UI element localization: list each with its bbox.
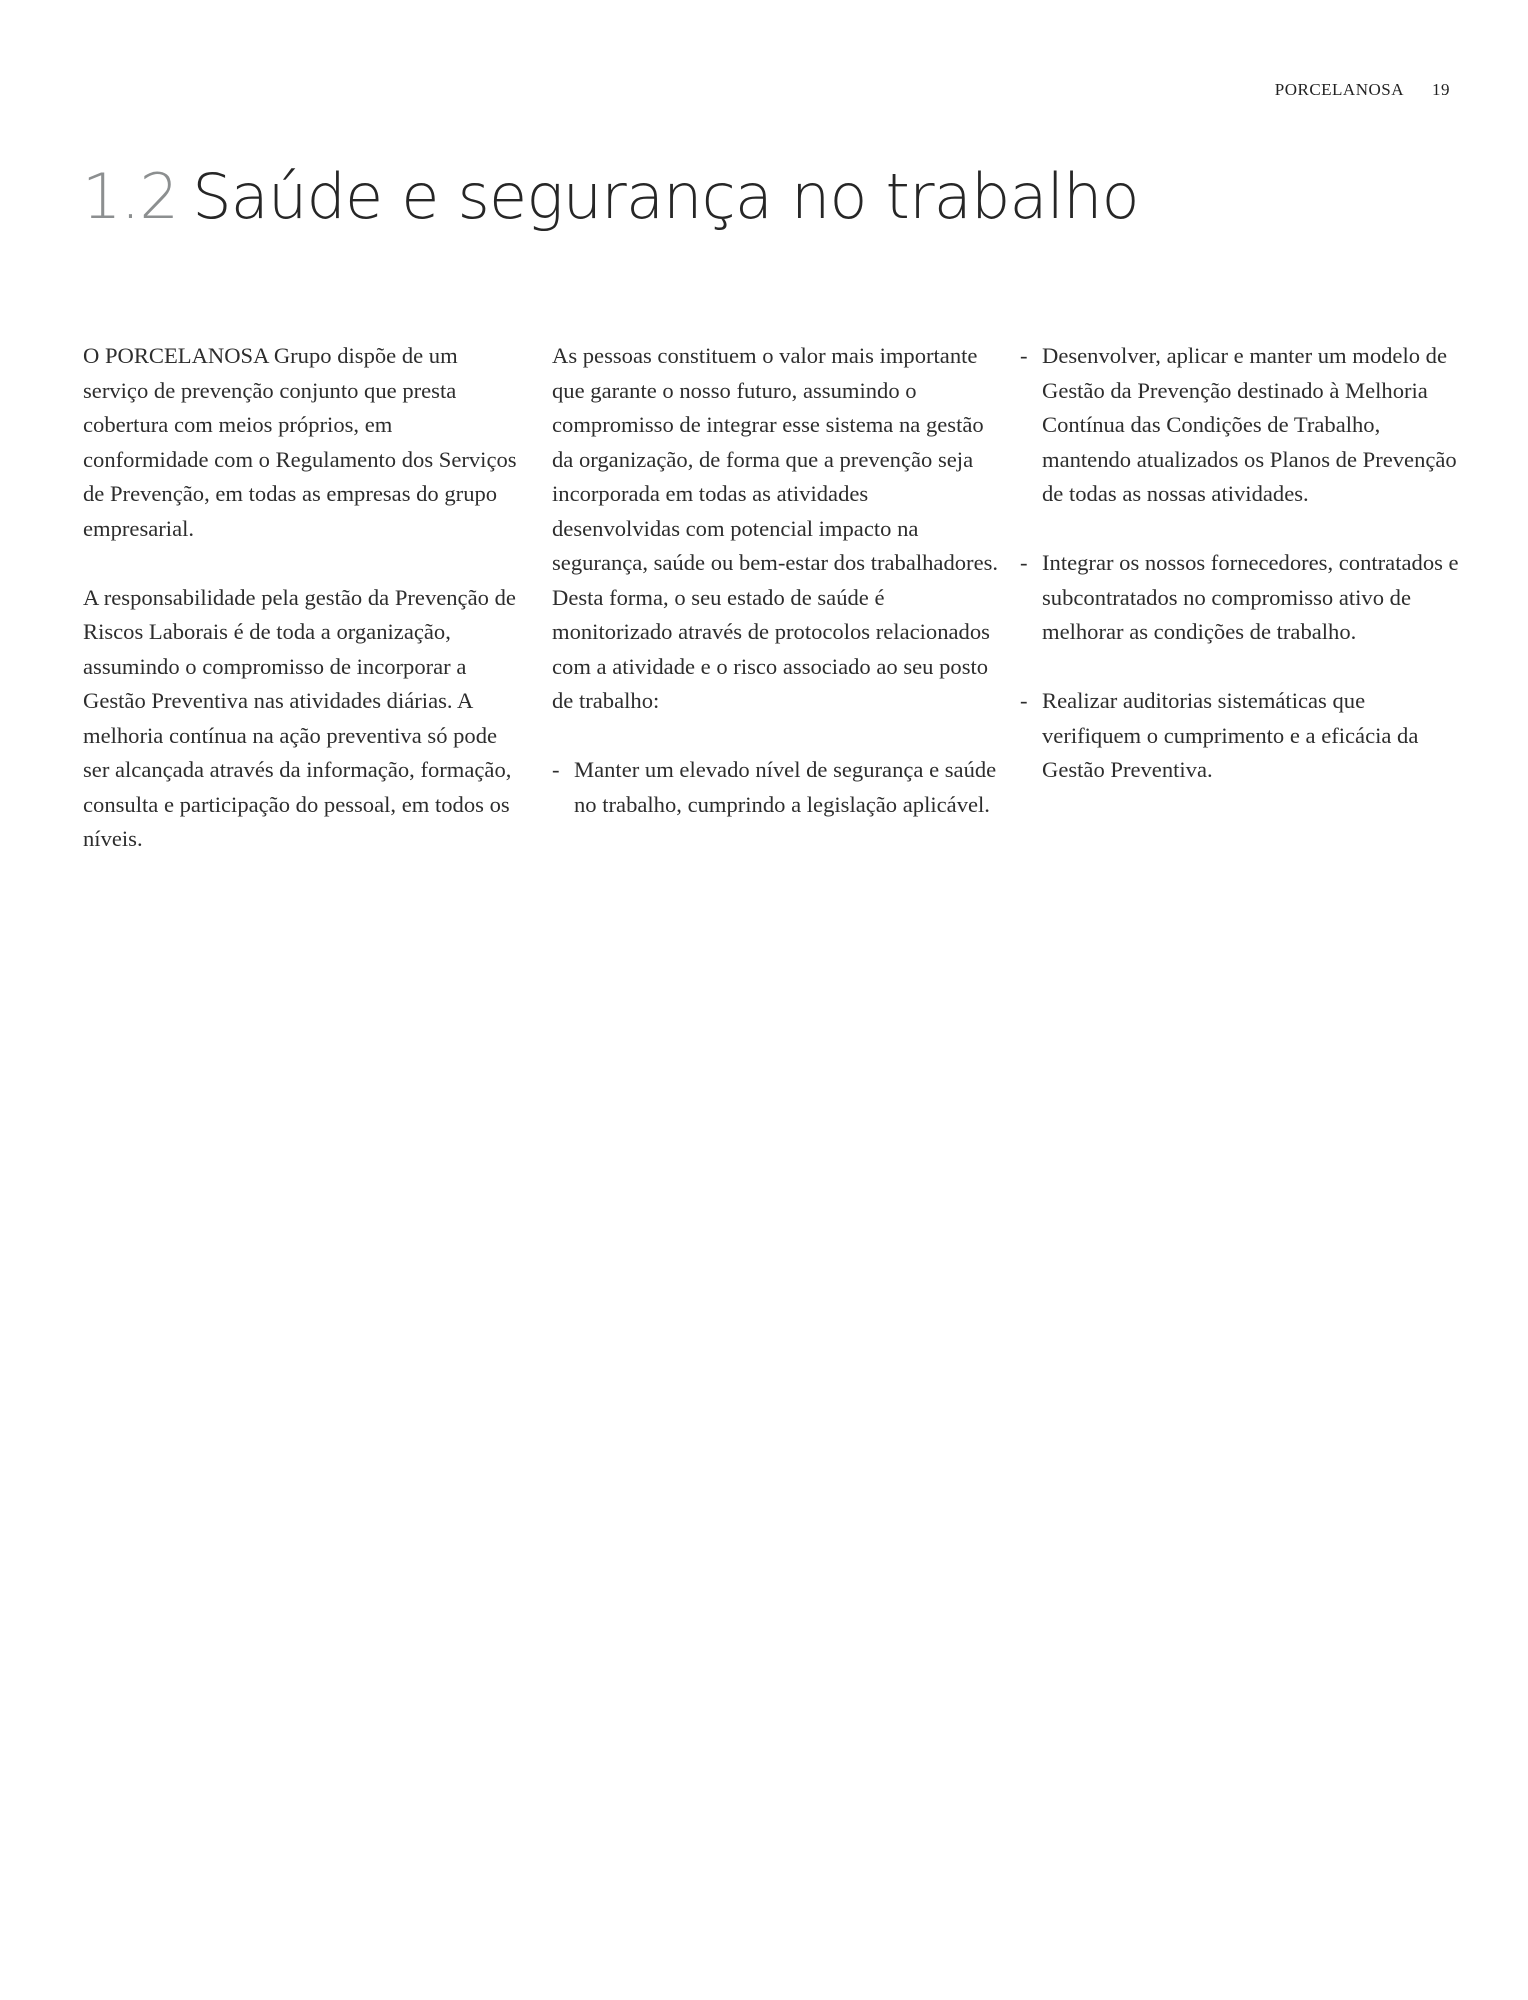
list-item xyxy=(1020,339,1460,512)
list-item xyxy=(1020,684,1460,788)
page-number: 19 xyxy=(1432,80,1450,99)
bullet-dash: - xyxy=(1020,688,1028,713)
list-item-text: Realizar auditorias sistemáticas que verifiquem o cumprimento e a eficácia da Gestão Preventiva. xyxy=(1042,688,1419,782)
running-header xyxy=(1275,80,1450,100)
page-title xyxy=(82,160,1139,234)
bullet-dash: - xyxy=(1020,343,1028,368)
text-column-2 xyxy=(552,339,1000,857)
list-item xyxy=(1020,546,1460,650)
text-column-3 xyxy=(1020,339,1460,822)
paragraph: As pessoas constituem o valor mais importante que garante o nosso futuro, assumindo o compromisso de integrar esse sistema na gestão da organização, de forma que a prevenção seja incorporada em todas as atividades desenvolvidas com potencial impacto na segurança, saúde ou bem-estar dos trabalhadores. Desta forma, o seu estado de saúde é monitorizado através de protocolos relacionados com a atividade e o risco associado ao seu posto de trabalho: xyxy=(552,343,999,713)
list-item xyxy=(552,753,1000,822)
list-item-text: Manter um elevado nível de segurança e saúde no trabalho, cumprindo a legislação aplicável. xyxy=(574,757,997,817)
bullet-dash: - xyxy=(1020,550,1028,575)
list-item-text: Desenvolver, aplicar e manter um modelo de Gestão da Prevenção destinado à Melhoria Contínua das Condições de Trabalho, mantendo atualizados os Planos de Prevenção de todas as nossas atividades. xyxy=(1042,343,1457,506)
paragraph: O PORCELANOSA Grupo dispõe de um serviço de prevenção conjunto que presta cobertura com meios próprios, em conformidade com o Regulamento dos Serviços de Prevenção, em todas as empresas do grupo empresarial. xyxy=(83,343,517,541)
text-column-1 xyxy=(83,339,523,891)
title-text: Saúde e segurança no trabalho xyxy=(192,160,1139,233)
header-brand: PORCELANOSA xyxy=(1274,80,1404,99)
section-number: 1.2 xyxy=(82,160,179,233)
paragraph: A responsabilidade pela gestão da Prevenção de Riscos Laborais é de toda a organização, assumindo o compromisso de incorporar a Gestão Preventiva nas atividades diárias. A melhoria contínua na ação preventiva só pode ser alcançada através da informação, formação, consulta e participação do pessoal, em todos os níveis. xyxy=(83,584,516,851)
list-item-text: Integrar os nossos fornecedores, contratados e subcontratados no compromisso ativo de melhorar as condições de trabalho. xyxy=(1042,550,1459,644)
bullet-dash: - xyxy=(552,757,560,782)
